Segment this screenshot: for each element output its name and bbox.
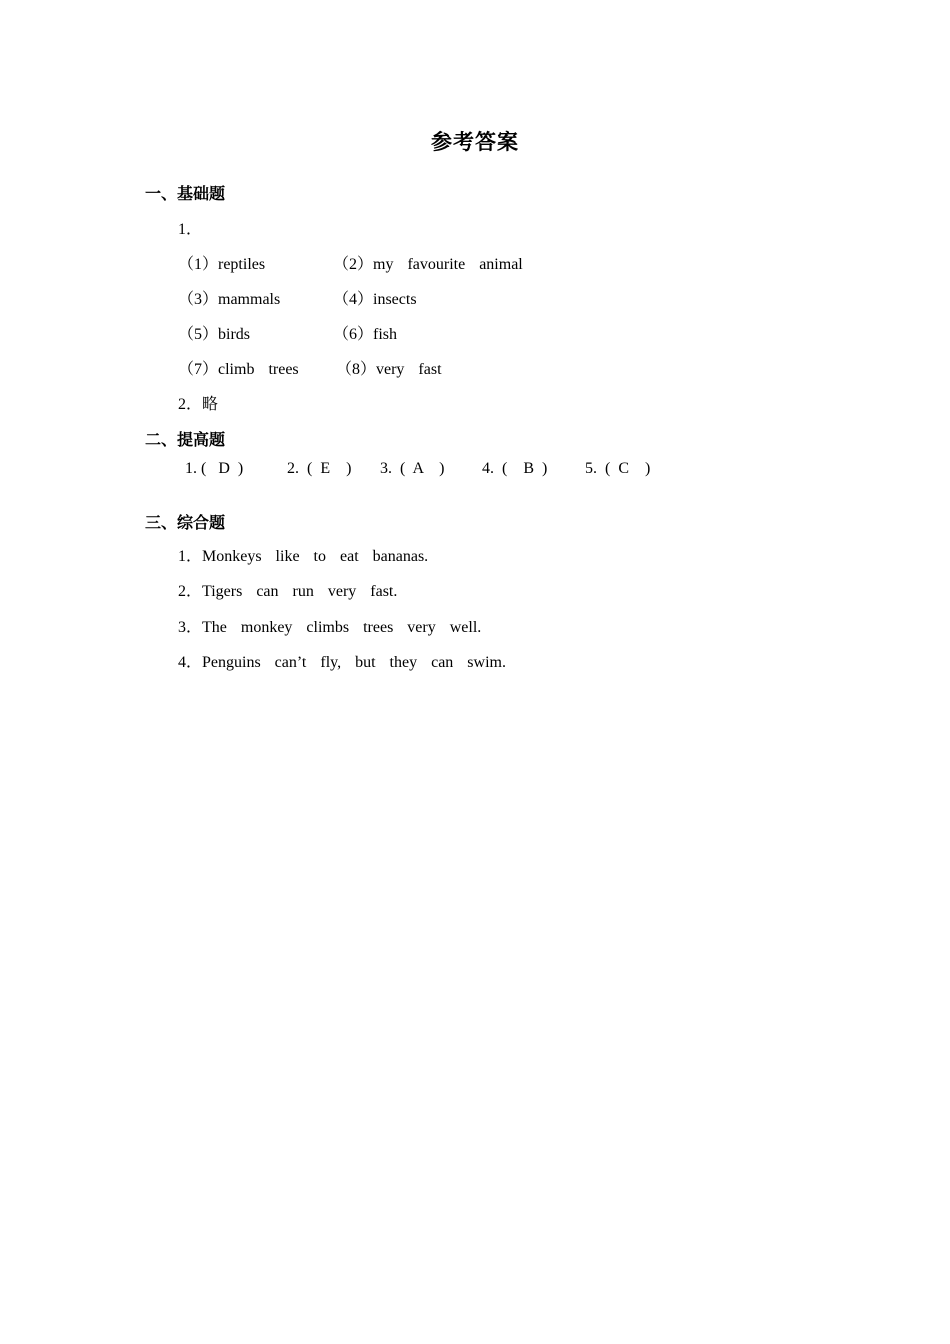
choice-answer-3: 3. ( A ) bbox=[380, 460, 445, 477]
answer-item-2: （2）my favourite animal bbox=[333, 256, 523, 273]
question-1-label: 1． bbox=[178, 221, 203, 238]
answer-item-1: （1）reptiles bbox=[178, 256, 266, 273]
choice-answer-4: 4. ( B ) bbox=[482, 460, 548, 477]
sentence-answer-2: 2．Tigers can run very fast. bbox=[178, 583, 398, 600]
sentence-answer-3: 3．The monkey climbs trees very well. bbox=[178, 619, 482, 636]
choice-answer-5: 5. ( C ) bbox=[585, 460, 651, 477]
answer-item-7: （7）climb trees bbox=[178, 361, 299, 378]
choice-answer-1: 1. ( D ) bbox=[185, 460, 244, 477]
page-title: 参考答案 bbox=[431, 130, 519, 154]
answer-item-3: （3）mammals bbox=[178, 291, 281, 308]
sentence-answer-1: 1．Monkeys like to eat bananas. bbox=[178, 548, 429, 565]
sentence-answer-4: 4．Penguins can’t fly, but they can swim. bbox=[178, 654, 506, 671]
answer-item-4: （4）insects bbox=[333, 291, 417, 308]
section-heading-basic: 一、基础题 bbox=[145, 184, 226, 203]
question-2-answer: 2．略 bbox=[178, 396, 219, 413]
answer-item-8: （8）very fast bbox=[336, 361, 442, 378]
answer-item-6: （6）fish bbox=[333, 326, 398, 343]
section-heading-advanced: 二、提高题 bbox=[145, 430, 226, 449]
answer-item-5: （5）birds bbox=[178, 326, 251, 343]
choice-answer-2: 2. ( E ) bbox=[287, 460, 352, 477]
section-heading-comprehensive: 三、综合题 bbox=[145, 513, 226, 532]
